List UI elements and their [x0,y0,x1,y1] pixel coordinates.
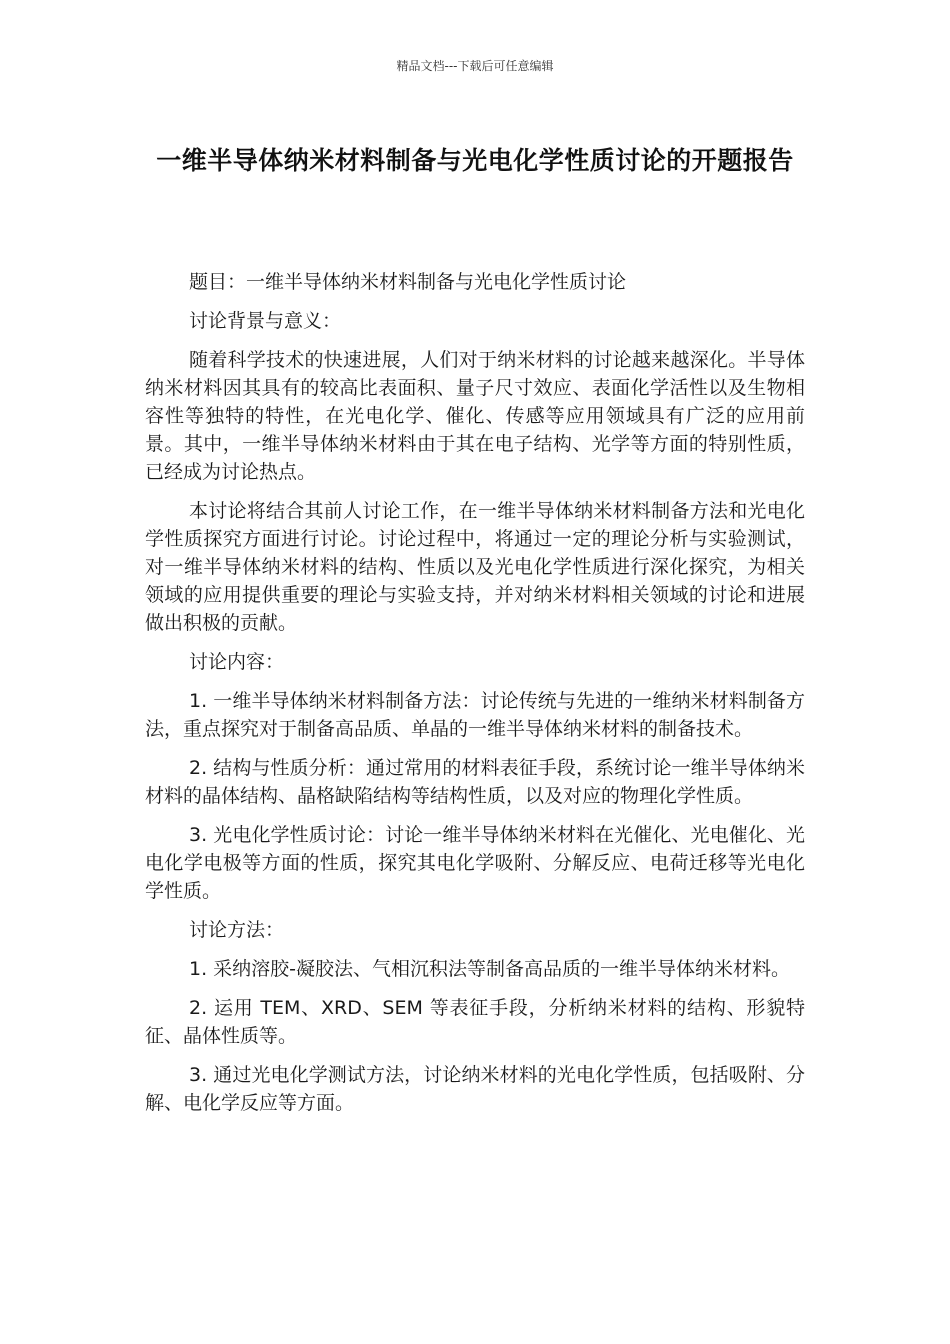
header-note: 精品文档---下载后可任意编辑 [396,59,554,73]
background-paragraph-1: 随着科学技术的快速进展，人们对于纳米材料的讨论越来越深化。半导体纳米材料因其具有的较高比表面积、量子尺寸效应、表面化学活性以及生物相容性等独特的特性，在光电化学、催化、传感等应用领域具有广泛的应用前景。其中，一维半导体纳米材料由于其在电子结构、光学等方面的特别性质，已经成为讨论热点。 [145,349,805,483]
topic-line: 题目：一维半导体纳米材料制备与光电化学性质讨论 [189,271,627,293]
content-item-2: 2. 结构与性质分析：通过常用的材料表征手段，系统讨论一维半导体纳米材料的晶体结构、晶格缺陷结构等结构性质，以及对应的物理化学性质。 [145,757,805,807]
document-title: 一维半导体纳米材料制备与光电化学性质讨论的开题报告 [156,146,794,175]
method-item-3: 3. 通过光电化学测试方法，讨论纳米材料的光电化学性质，包括吸附、分解、电化学反应等方面。 [145,1064,805,1114]
section-heading-background: 讨论背景与意义： [189,310,342,332]
background-paragraph-2: 本讨论将结合其前人讨论工作，在一维半导体纳米材料制备方法和光电化学性质探究方面进行讨论。讨论过程中，将通过一定的理论分析与实验测试，对一维半导体纳米材料的结构、性质以及光电化学性质进行深化探究，为相关领域的应用提供重要的理论与实验支持，并对纳米材料相关领域的讨论和进展做出积极的贡献。 [145,500,805,634]
method-item-1: 1. 采纳溶胶-凝胶法、气相沉积法等制备高品质的一维半导体纳米材料。 [189,958,791,980]
method-item-2: 2. 运用 TEM、XRD、SEM 等表征手段，分析纳米材料的结构、形貌特征、晶体性质等。 [145,997,805,1047]
section-heading-content: 讨论内容： [189,651,285,673]
section-heading-methods: 讨论方法： [189,919,285,941]
content-item-1: 1. 一维半导体纳米材料制备方法：讨论传统与先进的一维纳米材料制备方法，重点探究对于制备高品质、单晶的一维半导体纳米材料的制备技术。 [145,690,805,740]
content-item-3: 3. 光电化学性质讨论：讨论一维半导体纳米材料在光催化、光电催化、光电化学电极等方面的性质，探究其电化学吸附、分解反应、电荷迁移等光电化学性质。 [145,824,805,902]
document-body [145,268,805,1128]
